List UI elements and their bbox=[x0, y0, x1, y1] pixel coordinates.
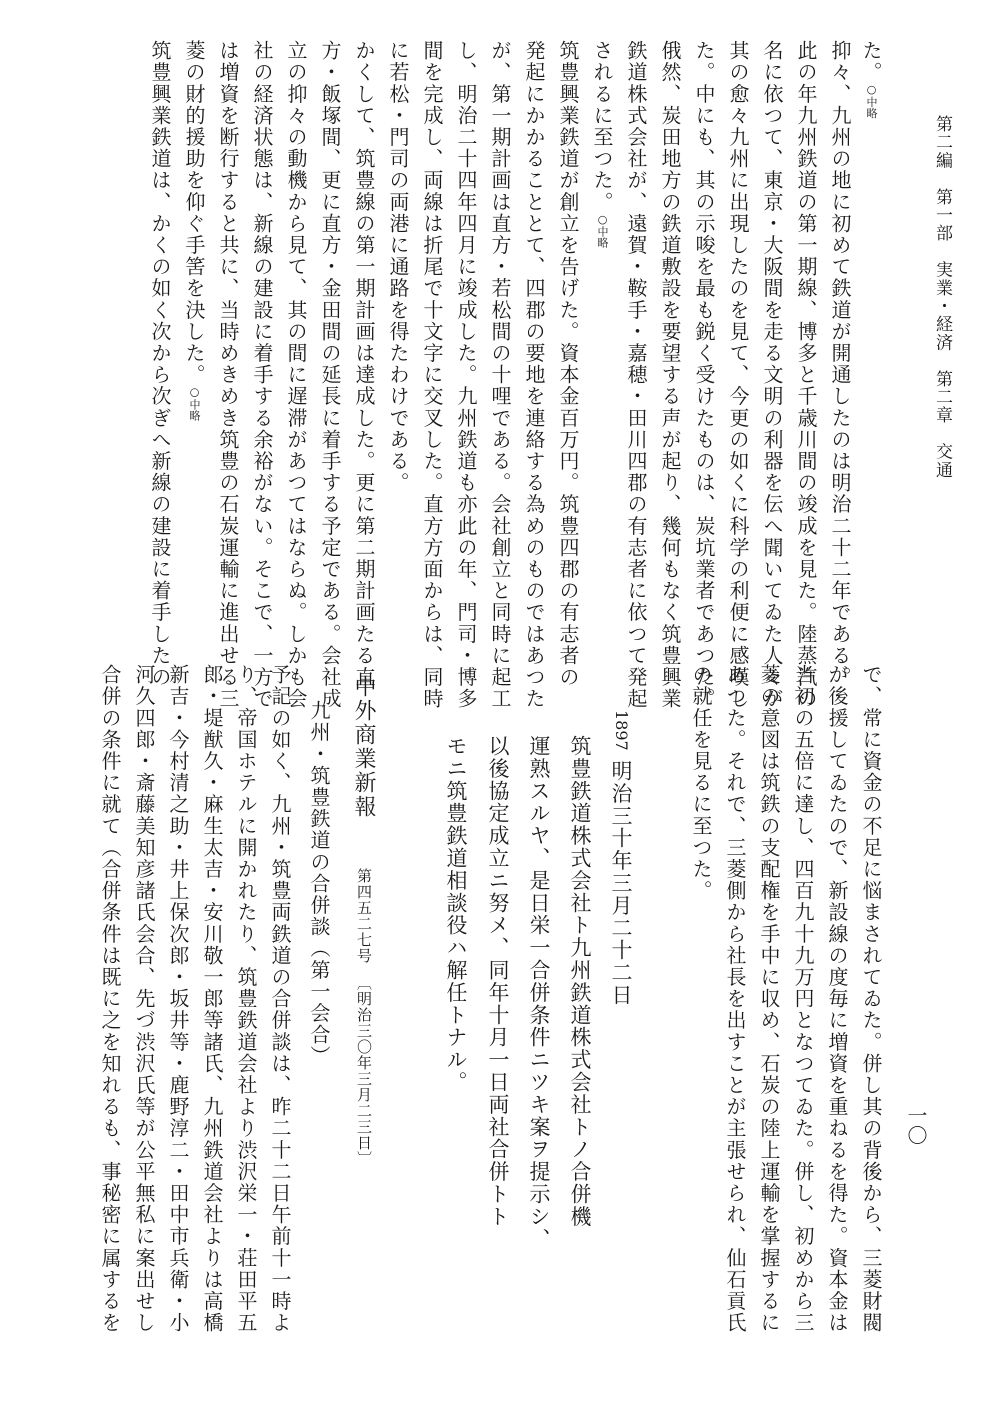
text-column: 抑々、九州の地に初めて鉄道が開通したのは明治二十二年である。 bbox=[828, 40, 852, 688]
text-column: 其の愈々九州に出現したのを見て、今更の如くに科学の利便に感嘆し bbox=[726, 40, 750, 710]
document-line: 筑豊鉄道株式会社ト九州鉄道株式会社トノ合併機 bbox=[568, 735, 592, 1228]
newspaper-title: 中外商業新報 bbox=[351, 675, 376, 819]
text-column: 菱の財的援助を仰ぐ手筈を決した。○中略 bbox=[182, 40, 206, 421]
article-title: 九州・筑豊鉄道の合併談（第一会合） bbox=[307, 700, 331, 1068]
text-column: た。中にも、其の示唆を最も鋭く受けたものは、炭坑業者であつた。 bbox=[692, 40, 716, 710]
text-column: の就任を見るに至つた。 bbox=[689, 664, 713, 902]
text-column: た。○中略 bbox=[859, 40, 883, 119]
text-column: が後援してゐたので、新設線の度毎に増資を重ねるを得た。資本金は bbox=[825, 664, 849, 1334]
text-column: 発起にかかることとて、四郡の要地を連絡する為めのものではあつた bbox=[522, 40, 546, 710]
text-column: 筑豊興業鉄道は、かくの如く次から次ぎへ新線の建設に着手したの bbox=[148, 40, 172, 688]
document-line: 以後協定成立ニ努メ、同年十月一日両社合併トト bbox=[486, 735, 510, 1228]
text-column: 筑豊興業鉄道が創立を告げた。資本金百万円。筑豊四郡の有志者の bbox=[556, 40, 580, 688]
text-column: 立の抑々の動機から見て、其の間に遅滞があつてはならぬ。しかも会 bbox=[284, 40, 308, 710]
running-head: 第二編 第一部 実業・経済 第二章 交通 bbox=[932, 115, 952, 479]
article-line: 新吉・今村清之助・井上保次郎・坂井等・鹿野淳二・田中市兵衛・小 bbox=[166, 664, 190, 1334]
text-column: が、第一期計画は直方・若松間の十哩である。会社創立と同時に起工 bbox=[488, 40, 512, 710]
article-line: り、帝国ホテルに開かれたり、筑豊鉄道会社より渋沢栄一・荘田平五 bbox=[234, 664, 258, 1334]
text-column: かくして、筑豊線の第一期計画は達成した。更に第二期計画たる直 bbox=[352, 40, 376, 688]
text-column: 俄然、炭田地方の鉄道敷設を要望する声が起り、幾何もなく筑豊興業 bbox=[658, 40, 682, 710]
newspaper-issue: 第四五二七号 bbox=[355, 868, 373, 964]
document-line: モニ筑豊鉄道相談役ハ解任トナル。 bbox=[444, 735, 468, 1094]
text-column: 社の経済状態は、新線の建設に着手する余裕がない。そこで、一方で bbox=[250, 40, 274, 710]
text-column: に若松・門司の両港に通路を得たわけである。 bbox=[386, 40, 410, 494]
text-column: あつた。それで、三菱側から社長を出すことが主張せられ、仙石貢氏 bbox=[723, 664, 747, 1334]
newspaper-date: 〔明治三〇年三月二三日〕 bbox=[355, 975, 373, 1167]
article-line: 郎・堤猷久・麻生太吉・安川敬一郎等諸氏、九州鉄道会社よりは高橋 bbox=[200, 664, 224, 1334]
text-column: は増資を断行すると共に、当時めきめき筑豊の石炭運輸に進出せる三 bbox=[216, 40, 240, 710]
abbrev-mark: ○中略 bbox=[188, 385, 201, 421]
text-column: 名に依つて、東京・大阪間を走る文明の利器を伝へ聞いてゐた人々が bbox=[760, 40, 784, 710]
abbrev-mark: ○中略 bbox=[865, 83, 878, 119]
article-line: 河久四郎・斎藤美知彦諸氏会合、先づ渋沢氏等が公平無私に案出せし bbox=[132, 664, 156, 1334]
text-column: 鉄道株式会社が、遠賀・鞍手・嘉穂・田川四郡の有志者に依つて発起 bbox=[624, 40, 648, 710]
text-column: 方・飯塚間、更に直方・金田間の延長に着手する予定である。会社成 bbox=[318, 40, 342, 710]
document-date: 明治三十年三月二十二日 bbox=[609, 760, 633, 1007]
text-column: されるに至つた。○中略 bbox=[590, 40, 614, 248]
article-line: 合併の条件に就て（合併条件は既に之を知れるも、事秘密に属するを bbox=[98, 664, 122, 1334]
text-column: 間を完成し、両線は折尾で十文字に交叉した。直方方面からは、同時 bbox=[420, 40, 444, 710]
year-note: 1897 bbox=[612, 710, 631, 751]
text-column: し、明治二十四年四月に竣成した。九州鉄道も亦此の年、門司・博多 bbox=[454, 40, 478, 710]
text-column: 当初の五倍に達し、四百九十九万円となつてゐた。併し、初めから三 bbox=[791, 664, 815, 1334]
page-number: 一〇 bbox=[904, 1105, 928, 1145]
abbrev-mark: ○中略 bbox=[596, 212, 609, 248]
text-column: 此の年九州鉄道の第一期線、博多と千歳川間の竣成を見た。陸蒸汽の bbox=[794, 40, 818, 710]
text-column: 菱の意図は筑鉄の支配権を手中に収め、石炭の陸上運輸を掌握するに bbox=[757, 664, 781, 1334]
text-column: で、常に資金の不足に悩まされてゐた。併し其の背後から、三菱財閥 bbox=[859, 664, 883, 1334]
document-line: 運熟スルヤ、是日栄一合併条件ニツキ案ヲ提示シ、 bbox=[527, 735, 551, 1251]
article-line: 予記の如く、九州・筑豊両鉄道の合併談は、昨二十二日午前十一時よ bbox=[268, 664, 292, 1334]
